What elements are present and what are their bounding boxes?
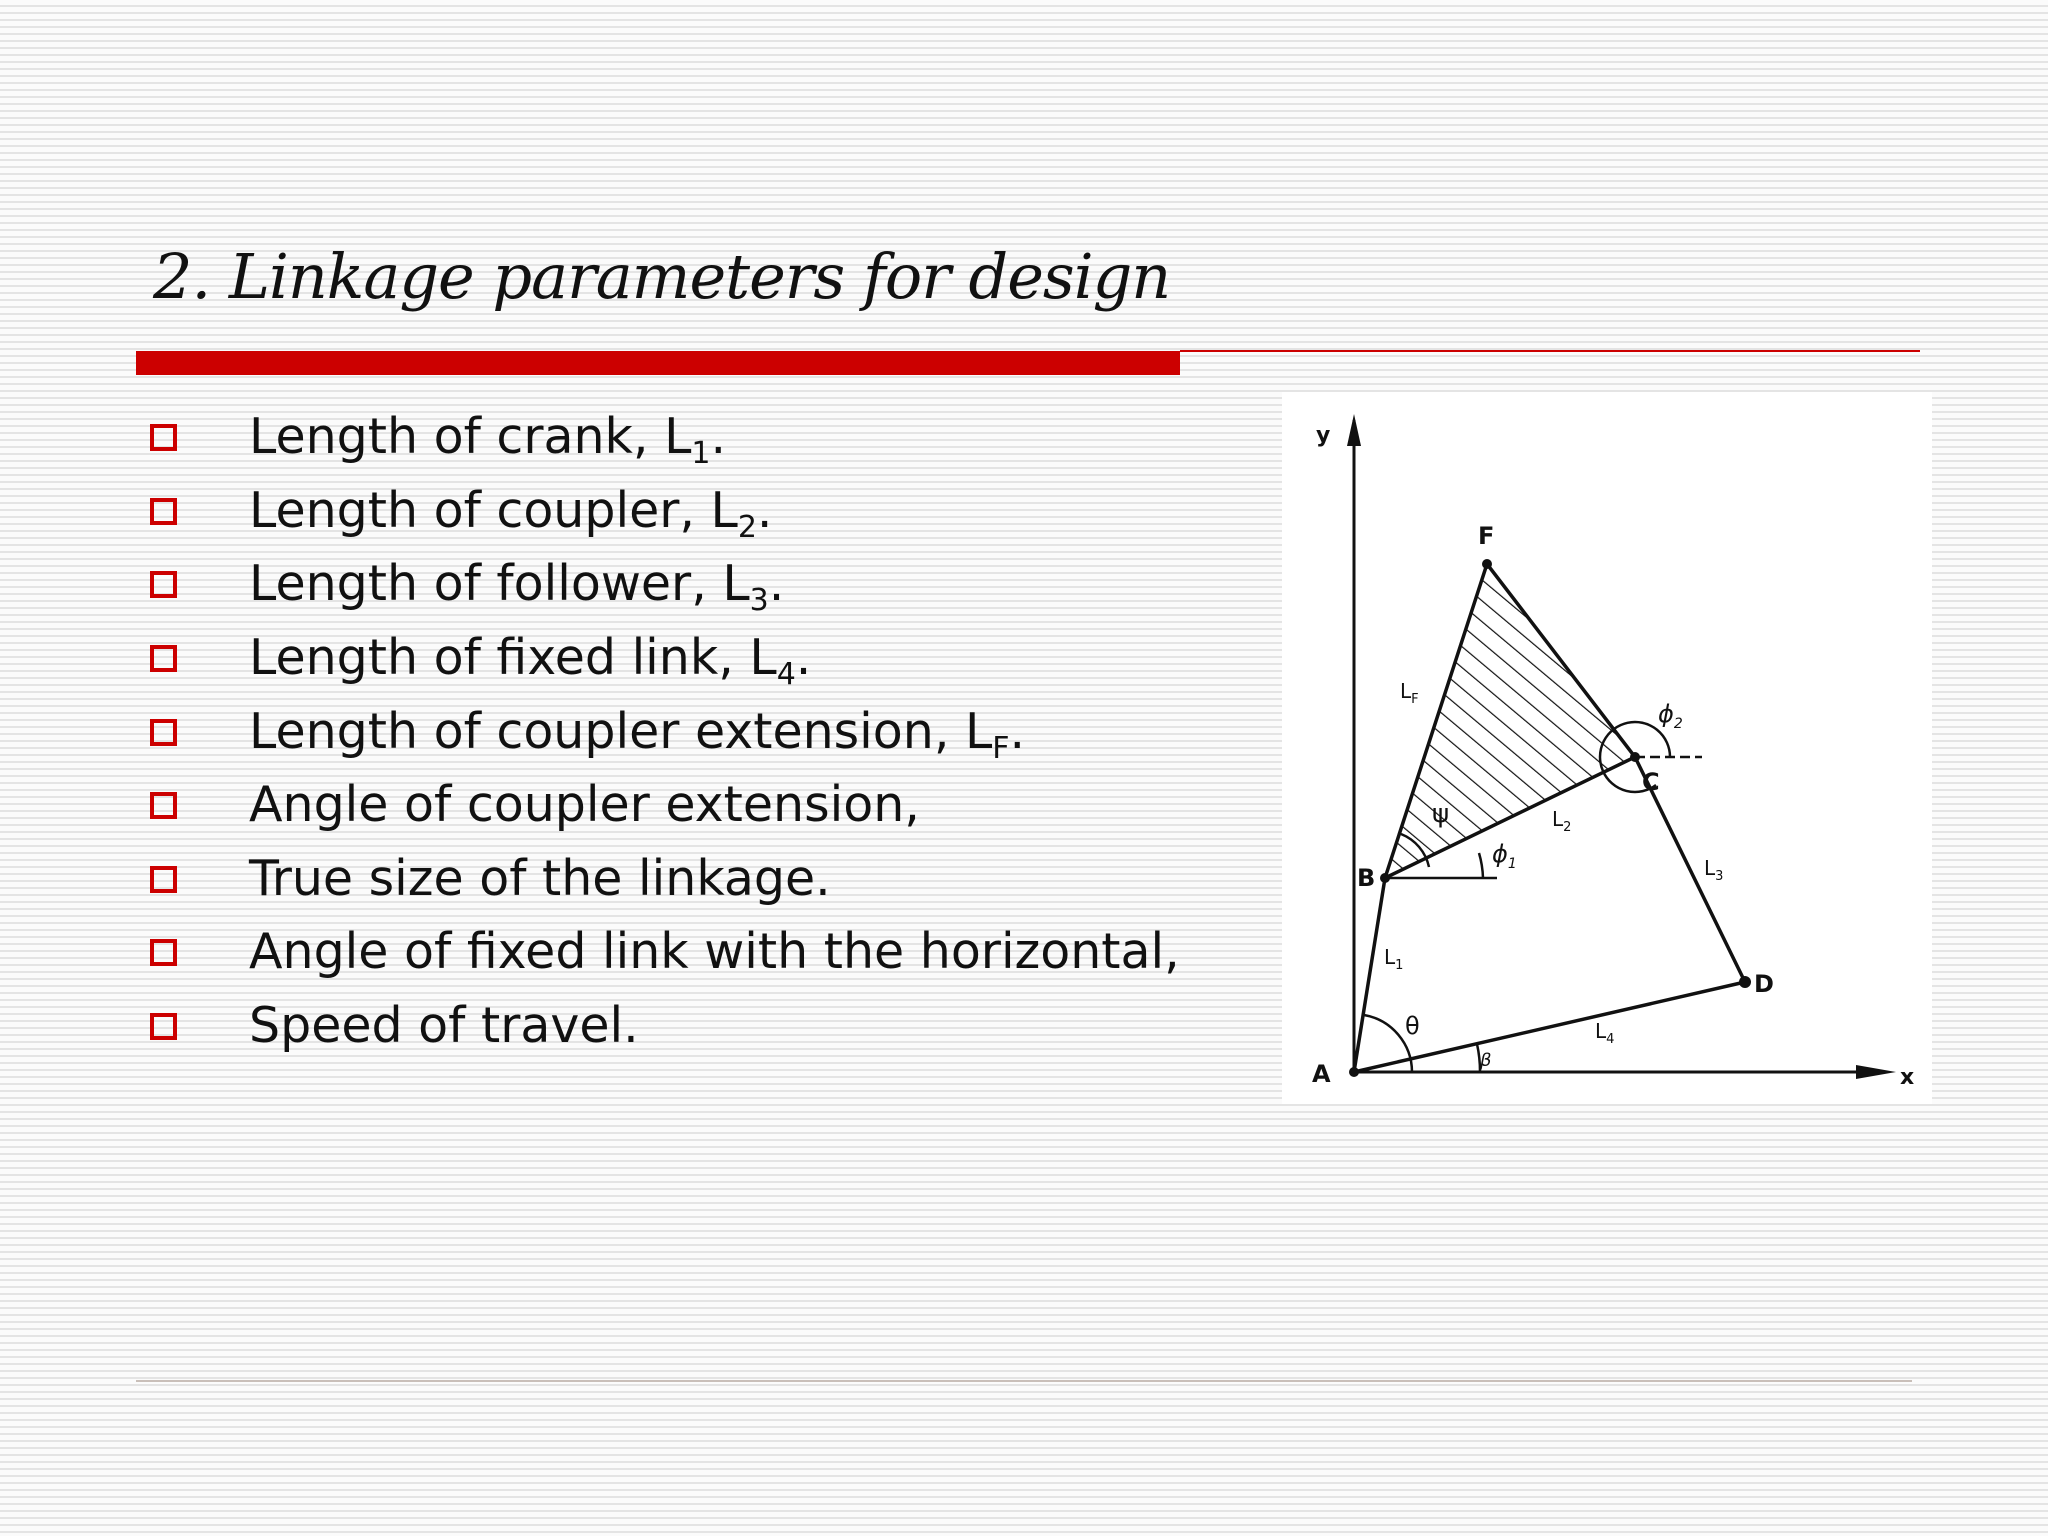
phi1-arc	[1479, 853, 1483, 878]
point-label-C: C	[1642, 768, 1660, 796]
coupler-triangle-fill	[1385, 564, 1635, 878]
point-label-F: F	[1478, 522, 1495, 550]
joint-C	[1630, 752, 1640, 762]
list-item-text: True size of the linkage.	[249, 849, 831, 907]
angle-label-theta: θ	[1405, 1012, 1420, 1040]
list-item-text: Angle of coupler extension,	[249, 776, 920, 834]
square-bullet-icon	[150, 719, 177, 746]
point-label-D: D	[1754, 970, 1774, 998]
square-bullet-icon	[150, 424, 177, 451]
parameter-list	[150, 400, 1180, 1062]
list-item-text: Length of follower, $L_3$.	[249, 555, 785, 619]
joint-F	[1482, 559, 1492, 569]
square-bullet-icon	[150, 939, 177, 966]
x-axis-label: x	[1900, 1065, 1915, 1090]
x-axis-arrow-icon	[1856, 1065, 1896, 1079]
linkage-diagram-svg	[1282, 392, 1932, 1104]
angle-label-phi2: $\phi_2$	[1658, 700, 1683, 732]
square-bullet-icon	[150, 498, 177, 525]
list-item-text: Speed of travel.	[249, 997, 639, 1055]
list-item	[150, 842, 1180, 916]
angle-label-psi: ψ	[1432, 799, 1450, 829]
list-item	[150, 547, 1180, 621]
list-item	[150, 474, 1180, 548]
list-item	[150, 400, 1180, 474]
list-item	[150, 621, 1180, 695]
angle-label-beta: β	[1480, 1050, 1492, 1071]
list-item-text: Angle of fixed link with the horizontal,	[249, 923, 1180, 981]
point-label-A: A	[1312, 1060, 1331, 1088]
link-label-L1: $L_1$	[1384, 945, 1404, 973]
y-axis-arrow-icon	[1347, 414, 1361, 446]
list-item	[150, 915, 1180, 989]
joint-B	[1380, 873, 1390, 883]
angle-label-phi1: $\phi_1$	[1492, 840, 1517, 872]
list-item	[150, 989, 1180, 1063]
joint-D	[1739, 976, 1751, 988]
link-label-LF: $L_F$	[1400, 679, 1419, 707]
link-label-L3: $L_3$	[1704, 856, 1724, 884]
linkage-diagram	[1282, 392, 1932, 1104]
title-underline-thin	[1180, 350, 1920, 352]
list-item	[150, 768, 1180, 842]
list-item-text: Length of crank, $L_1$.	[249, 408, 727, 472]
list-item-text: Length of coupler extension, $L_F$.	[249, 702, 1026, 766]
title-underline-thick	[136, 351, 1180, 375]
square-bullet-icon	[150, 571, 177, 598]
list-item	[150, 694, 1180, 768]
slide-title: 2. Linkage parameters for design	[153, 240, 1171, 313]
point-label-B: B	[1357, 864, 1376, 892]
joint-A	[1349, 1067, 1359, 1077]
square-bullet-icon	[150, 866, 177, 893]
square-bullet-icon	[150, 1013, 177, 1040]
square-bullet-icon	[150, 645, 177, 672]
link-label-L4: $L_4$	[1595, 1019, 1615, 1047]
list-item-text: Length of coupler, $L_2$.	[249, 481, 773, 545]
square-bullet-icon	[150, 792, 177, 819]
footer-divider	[136, 1380, 1912, 1382]
link-L1	[1354, 878, 1385, 1072]
link-label-L2: $L_2$	[1552, 807, 1572, 835]
list-item-text: Length of fixed link, $L_4$.	[249, 629, 812, 693]
y-axis-label: y	[1316, 423, 1331, 448]
